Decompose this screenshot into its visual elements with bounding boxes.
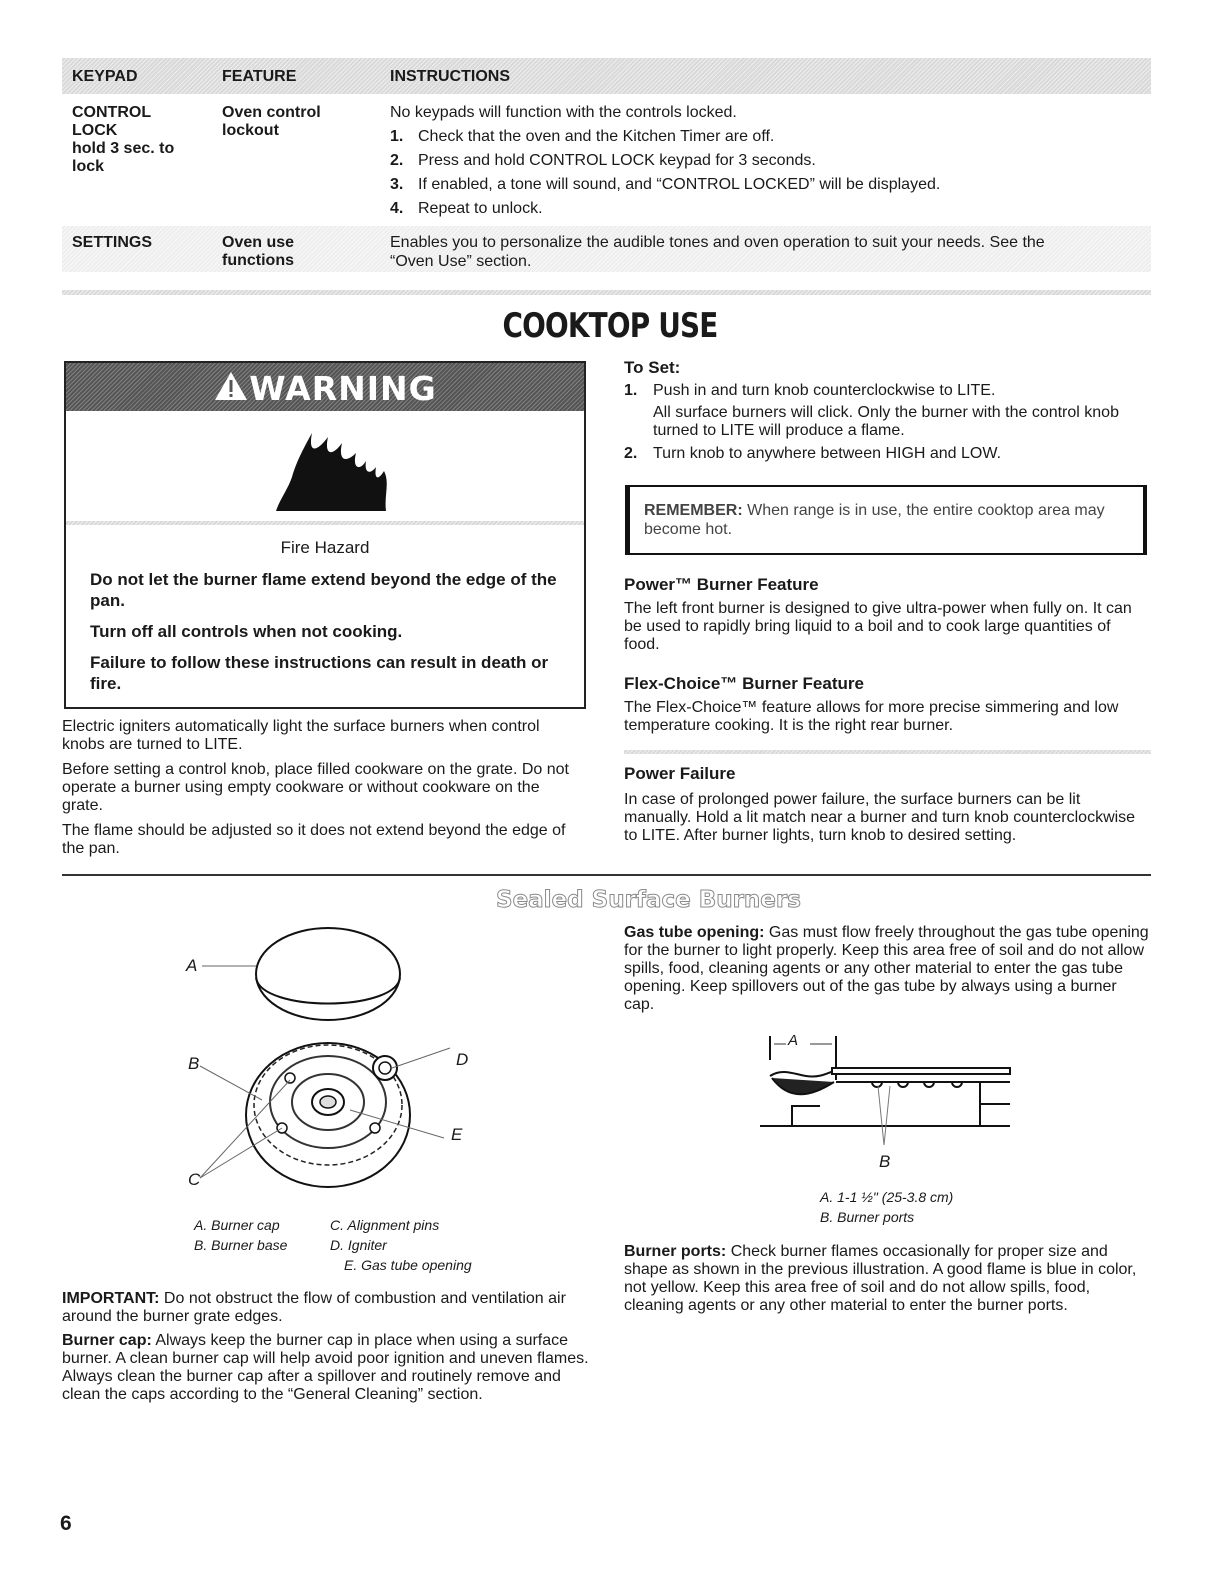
- page-number: 6: [60, 1512, 72, 1535]
- row2-instructions: Enables you to personalize the audible tones and oven operation to suit your needs. See the “Oven Use” section.: [390, 234, 1045, 270]
- row1-feature: Oven control lockout: [222, 104, 321, 139]
- row1-intro: No keypads will function with the controls locked.: [390, 104, 737, 121]
- power-burner-text: The left front burner is designed to give ultra-power when fully on. It can be used to rapidly bring liquid to a boil and to cook large quantities of food.: [624, 600, 1132, 653]
- paragraph-igniters: Electric igniters automatically light the surface burners when control knobs are turned to LITE.: [62, 718, 540, 753]
- fire-hazard-icon: [266, 423, 391, 513]
- burner-ports-text: Check burner flames occasionally for proper size and shape as shown in the previous illustration. A good flame is blue in color, not yellow. Keep this area free of soil and do not allow spills, food, cleaning agents or any other material to enter the burner ports.: [624, 1243, 1137, 1314]
- table-bottom-rule: [62, 290, 1151, 295]
- burner-label-e: E: [451, 1125, 463, 1144]
- burner-label-c: C: [188, 1170, 201, 1189]
- important-label: IMPORTANT:: [62, 1290, 160, 1307]
- warning-divider: [66, 521, 584, 525]
- remember-box: [625, 485, 1147, 555]
- power-burner-heading: Power™ Burner Feature: [624, 575, 819, 594]
- warning-line-1: Do not let the burner flame extend beyond the edge of the pan.: [90, 570, 557, 610]
- burner-ports-label: Burner ports:: [624, 1243, 727, 1260]
- burner-diagram: [170, 920, 490, 1220]
- important-text: Do not obstruct the flow of combustion and ventilation air around the burner grate edges.: [62, 1290, 566, 1325]
- section-title-wrap: [400, 306, 820, 346]
- burner-caption-b: B. Burner base: [194, 1237, 288, 1253]
- row1-instructions: No keypads will function with the controls locked. 1. Check that the oven and the Kitchen Timer are off. 2. Press and hold CONTROL LOCK keypad for 3 seconds. 3. If enabled, a tone will sound, and “CONTROL LOCKED” will be displayed. 4. Repeat to unlock.: [390, 103, 1140, 218]
- important-paragraph: [62, 1290, 592, 1326]
- sealed-burners-title: Sealed Surface Burners: [496, 887, 801, 913]
- burner-cap-label: Burner cap:: [62, 1332, 152, 1349]
- row2-keypad: SETTINGS: [72, 234, 153, 251]
- row1-keypad: CONTROL LOCK hold 3 sec. to lock: [72, 104, 175, 175]
- gas-tube-text: Gas must flow freely throughout the gas tube opening for the burner to light properly. Keep this area free of soil and do not allow spills, food, cleaning agents or any other material to enter the gas tube opening. Keep spillovers out of the gas tube by always using a burner cap.: [624, 924, 1149, 1013]
- burner-caption-c: C. Alignment pins: [330, 1217, 440, 1233]
- to-set-section: To Set: 1. Push in and turn knob counterclockwise to LITE. All surface burners will click. Only the burner with the control knob turned to LITE will produce a flame. 2. Turn knob to anywhere between HIGH and LOW.: [624, 358, 1149, 463]
- flex-choice-text: The Flex-Choice™ feature allows for more precise simmering and low temperature cooking. It is the right rear burner.: [624, 699, 1119, 734]
- burner-caption-e: E. Gas tube opening: [344, 1257, 472, 1273]
- section-divider: [62, 874, 1151, 876]
- flame-label-b: B: [879, 1152, 891, 1171]
- to-set-step-1: Push in and turn knob counterclockwise to LITE.: [653, 382, 996, 399]
- warning-line-2: Turn off all controls when not cooking.: [90, 622, 403, 641]
- warning-title: WARNING: [249, 369, 437, 408]
- warning-box: [64, 361, 586, 709]
- paragraph-cookware: Before setting a control knob, place filled cookware on the grate. Do not operate a burner using empty cookware or without cookware on the grate.: [62, 761, 569, 814]
- burner-cap-paragraph: [62, 1332, 592, 1404]
- power-failure-text: In case of prolonged power failure, the surface burners can be lit manually. Hold a lit match near a burner and turn knob counterclockwise to LITE. After burner lights, turn knob to desired setting.: [624, 791, 1136, 844]
- to-set-heading: To Set:: [624, 358, 681, 377]
- table-header-instructions: INSTRUCTIONS: [390, 68, 510, 85]
- table-header-keypad: KEYPAD: [72, 68, 138, 85]
- section-title: COOKTOP USE: [502, 306, 718, 346]
- flame-caption-b: B. Burner ports: [820, 1209, 915, 1225]
- warning-line-3: Failure to follow these instructions can result in death or fire.: [90, 653, 549, 693]
- flex-choice-heading: Flex-Choice™ Burner Feature: [624, 674, 864, 693]
- burner-ports-section: [624, 1243, 1149, 1315]
- to-set-step-2: Turn knob to anywhere between HIGH and LOW.: [653, 445, 1002, 462]
- remember-label: REMEMBER:: [644, 502, 743, 519]
- fire-hazard-label: Fire Hazard: [280, 538, 370, 557]
- row2-feature: Oven use functions: [222, 234, 295, 269]
- power-failure-rule: [624, 750, 1151, 754]
- row1-step-1: Check that the oven and the Kitchen Timer are off.: [418, 128, 775, 145]
- to-set-step-1-note: All surface burners will click. Only the burner with the control knob turned to LITE will produce a flame.: [653, 404, 1119, 439]
- burner-label-b: B: [188, 1054, 200, 1073]
- burner-caption-d: D. Igniter: [330, 1237, 387, 1253]
- remember-text: When range is in use, the entire cooktop area may become hot.: [644, 502, 1105, 538]
- row1-step-2: Press and hold CONTROL LOCK keypad for 3 seconds.: [418, 152, 816, 169]
- burner-caption-a: A. Burner cap: [194, 1217, 280, 1233]
- power-failure-section: [624, 764, 1149, 845]
- power-failure-heading: Power Failure: [624, 764, 736, 783]
- paragraph-flame: The flame should be adjusted so it does not extend beyond the edge of the pan.: [62, 822, 566, 857]
- gas-tube-label: Gas tube opening:: [624, 924, 765, 941]
- flame-label-a: A: [788, 1032, 799, 1049]
- alert-triangle-icon: [213, 370, 249, 402]
- flex-choice-section: [624, 674, 1149, 735]
- table-header-feature: FEATURE: [222, 68, 297, 85]
- warning-text: [90, 569, 560, 694]
- flame-caption-a: A. 1-1 ½" (25-3.8 cm): [820, 1189, 954, 1205]
- row1-step-4: Repeat to unlock.: [418, 200, 543, 217]
- flame-diagram: [760, 1030, 1020, 1160]
- gas-tube-section: [624, 924, 1149, 1014]
- burner-label-d: D: [456, 1050, 469, 1069]
- burner-cap-text: Always keep the burner cap in place when using a surface burner. A clean burner cap will help avoid poor ignition and uneven flames. Always clean the burner cap after a spillover and routinely remove and clean the caps according to the “General Cleaning” section.: [62, 1332, 589, 1403]
- row1-step-3: If enabled, a tone will sound, and “CONTROL LOCKED” will be displayed.: [418, 176, 941, 193]
- power-burner-section: [624, 575, 1149, 654]
- left-bottom-text: [62, 1290, 592, 1404]
- warning-title-row: [66, 369, 584, 408]
- left-column-text: [62, 718, 582, 858]
- burner-label-a: A: [186, 956, 198, 975]
